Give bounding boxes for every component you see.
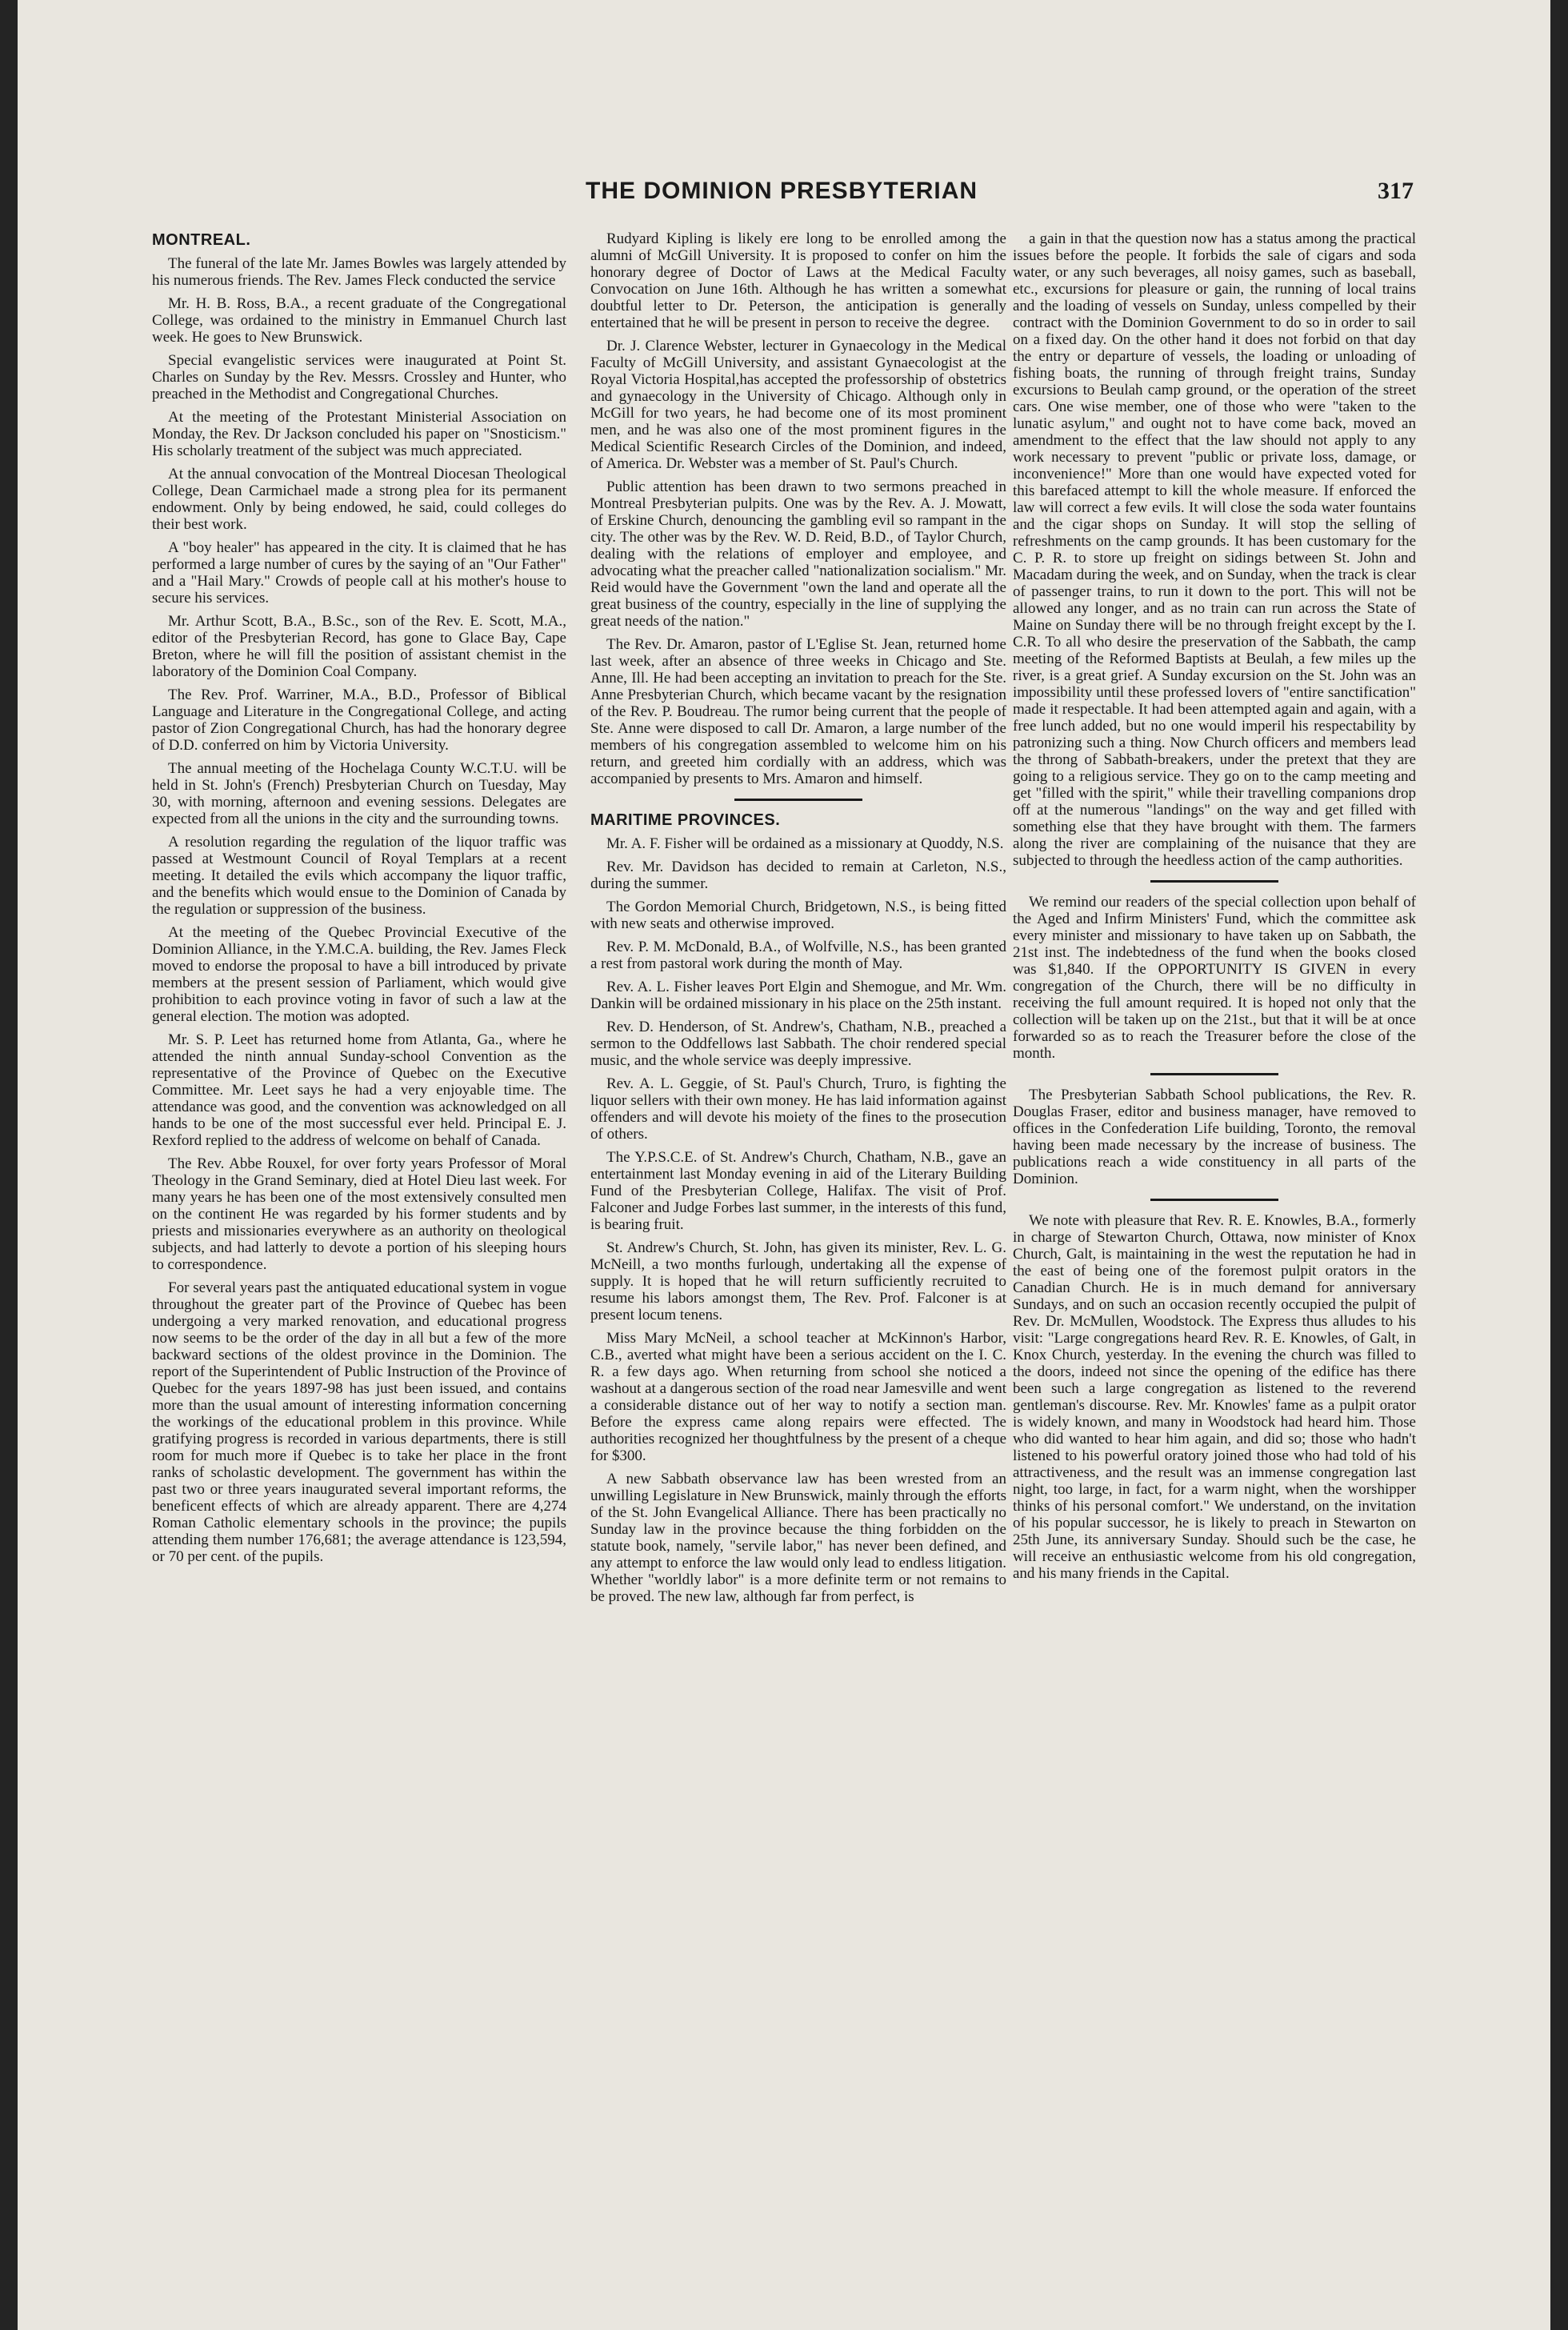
article-paragraph: We remind our readers of the special collection upon behalf of the Aged and Infirm Ministers' Fund, which the committee ask every minister and missionary to have taken up on Sabbath, the 21st inst. The indebtedness of the fund when the books closed was $1,840. If the OPPORTUNITY IS GIVEN in every congregation of the Church, there will be no difficulty in receiving the full amount required. It is hoped not only that the collection will be taken up on the 21st., but that it will be at once forwarded so as to reach the Treasurer before the close of the month.: [1013, 894, 1416, 1062]
sabbath-law-article: [1013, 230, 1416, 869]
knowles-article: [1013, 1212, 1416, 1582]
article-paragraph: Rev. A. L. Fisher leaves Port Elgin and Shemogue, and Mr. Wm. Dankin will be ordained missionary in his place on the 25th instant.: [590, 979, 1006, 1012]
article-paragraph: St. Andrew's Church, St. John, has given its minister, Rev. L. G. McNeill, a two months furlough, undertaking all the expense of supply. It is hoped that he will return sufficiently recruited to resume his labors amongst them, The Rev. Prof. Falconer is at present locum tenens.: [590, 1239, 1006, 1323]
article-paragraph: The Rev. Dr. Amaron, pastor of L'Eglise St. Jean, returned home last week, after an absence of three weeks in Chicago and Ste. Anne, Ill. He had been accepting an invitation to preach for the Ste. Anne Presbyterian Church, which became vacant by the resignation of the Rev. P. Boudreau. The rumor being current that the people of Ste. Anne were disposed to call Dr. Amaron, a large number of the members of his congregation assembled to welcome him on his return, and greeted him cordially with an address, which was accompanied by presents to Mrs. Amaron and himself.: [590, 636, 1006, 787]
article-paragraph: The Y.P.S.C.E. of St. Andrew's Church, Chatham, N.B., gave an entertainment last Monday evening in aid of the Literary Building Fund of the Presbyterian College, Halifax. The visit of Prof. Falconer and Judge Forbes last summer, in the interests of this fund, is bearing fruit.: [590, 1149, 1006, 1233]
article-paragraph: a gain in that the question now has a status among the practical issues before the people. It forbids the sale of cigars and soda water, or any such beverages, all noisy games, such as baseball, etc., excursions for pleasure or gain, the running of local trains and the loading of vessels on Sunday, unless compelled by their contract with the Dominion Government to do so in order to sail on a fixed day. On the other hand it does not forbid on that day the entry or departure of vessels, the loading or unloading of fishing boats, the running of through freight trains, Sunday excursions to Beulah camp ground, or the operation of the street cars. One wise member, one of those who were "taken to the lunatic asylum," and ought not to have come back, moved an amendment to the effect that the law should not apply to any work necessary to prevent "public or private loss, damage, or inconvenience!" More than one would have expected voted for this barefaced attempt to kill the whole measure. If enforced the law will correct a few evils. It will close the soda water fountains and the cigar shops on Sunday. It will stop the selling of refreshments on the camp grounds. It has been customary for the C. P. R. to store up freight on sidings between St. John and Macadam during the week, and on Sunday, when the track is clear of passenger trains, to run it down to the port. This will not be allowed any longer, and as no train can run across the State of Maine on Sunday there will be no through freight except by the I. C.R. To all who desire the preservation of the Sabbath, the camp meeting of the Reformed Baptists at Beulah, a few miles up the river, is a great grief. A Sunday excursion on the St. John was an impossibility until these professed lovers of "entire sanctification" made it respectable. It had been attempted again and again, with a free lunch added, but no one would imperil his respectability by patronizing such a thing. Now Church officers and members lead the throng of Sabbath-breakers, under the pretext that they are going to a religious service. They go on to the camp meeting and get "filled with the spirit," while their travelling companions drop off at the numerous "landings" on the way and get filled with something else that they have brought with them. The farmers along the river are complaining of the nuisance that they are subjected to through the heedless action of the camp authorities.: [1013, 230, 1416, 869]
article-paragraph: The Gordon Memorial Church, Bridgetown, N.S., is being fitted with new seats and otherwise improved.: [590, 899, 1006, 932]
article-paragraph: For several years past the antiquated educational system in vogue throughout the greater part of the Province of Quebec has been undergoing a very marked renovation, and educational progress now seems to be the order of the day in all but a few of the more backward sections of the oldest province in the Dominion. The report of the Superintendent of Public Instruction of the Province of Quebec for the years 1897-98 has just been issued, and contains more than the usual amount of interesting information concerning the workings of the educational problem in this province. While gratifying progress is recorded in various departments, there is still room for much more if Quebec is to take her place in the front ranks of scholastic development. The government has within the past two or three years inaugurated several important reforms, the beneficent effects of which are already apparent. There are 4,274 Roman Catholic elementary schools in the province; the pupils attending them number 176,681; the average attendance is 123,594, or 70 per cent. of the pupils.: [152, 1279, 566, 1565]
article-paragraph: Special evangelistic services were inaugurated at Point St. Charles on Sunday by the Rev. Messrs. Crossley and Hunter, who preached in the Methodist and Congregational Churches.: [152, 352, 566, 402]
article-paragraph: Rudyard Kipling is likely ere long to be enrolled among the alumni of McGill University. It is proposed to confer on him the honorary degree of Doctor of Laws at the Medical Faculty Convocation on June 16th. Although he has written a somewhat doubtful letter to Dr. Peterson, the anticipation is generally entertained that he will be present in person to receive the degree.: [590, 230, 1006, 331]
article-paragraph: At the meeting of the Quebec Provincial Executive of the Dominion Alliance, in the Y.M.C.A. building, the Rev. James Fleck moved to endorse the proposal to have a bill introduced by private members at the present session of Parliament, which would give prohibition to each province voting in favor of such a law at the general election. The motion was adopted.: [152, 924, 566, 1025]
article-paragraph: Rev. P. M. McDonald, B.A., of Wolfville, N.S., has been granted a rest from pastoral work during the month of May.: [590, 939, 1006, 972]
article-paragraph: Miss Mary McNeil, a school teacher at McKinnon's Harbor, C.B., averted what might have been a serious accident on the I. C. R. a few days ago. When returning from school she noticed a washout at a dangerous section of the road near Jamesville and went a considerable distance out of her way to notify a section man. Before the express came along repairs were effected. The authorities recognized her thoughtfulness by the present of a cheque for $300.: [590, 1330, 1006, 1464]
article-paragraph: We note with pleasure that Rev. R. E. Knowles, B.A., formerly in charge of Stewarton Church, Ottawa, now minister of Knox Church, Galt, is maintaining in the west the reputation he had in the east of being one of the foremost pulpit orators in the Canadian Church. He is in much demand for anniversary Sundays, and on such an occasion recently occupied the pulpit of Rev. Dr. McMullen, Woodstock. The Express thus alludes to his visit: "Large congregations heard Rev. R. E. Knowles, of Galt, in Knox Church, yesterday. In the evening the church was filled to the doors, indeed not since the opening of the edifice has there been such a large congregation as listened to the reverend gentleman's discourse. Rev. Mr. Knowles' fame as a pulpit orator is widely known, and many in Woodstock had heard him. Those who did wanted to hear him again, and did so; those who hadn't listened to his powerful oratory joined those who had told of his attractiveness, and the result was an immense congregation last night, too large, in fact, for a warm night, when the worshipper thinks of his personal comfort." We understand, on the invitation of his popular successor, he is likely to preach in Stewarton on 25th June, its anniversary Sunday. Should such be the case, he will receive an enthusiastic welcome from his old congregation, and his many friends in the Capital.: [1013, 1212, 1416, 1582]
article-paragraph: The annual meeting of the Hochelaga County W.C.T.U. will be held in St. John's (French) Presbyterian Church on Tuesday, May 30, with morning, afternoon and evening sessions. Delegates are expected from all the unions in the city and the surrounding towns.: [152, 760, 566, 827]
section-divider: [1150, 880, 1278, 883]
newspaper-page: [18, 0, 1550, 2330]
publication-title: THE DOMINION PRESBYTERIAN: [586, 178, 978, 204]
article-paragraph: Dr. J. Clarence Webster, lecturer in Gynaecology in the Medical Faculty of McGill University, and assistant Gynaecologist at the Royal Victoria Hospital,has accepted the professorship of obstetrics and gynaecology in the University of Chicago. Although only in McGill for two years, he had become one of its most prominent men, and he was also one of the most prominent figures in the Medical Scientific Research Circles of the Dominion, and indeed, of America. Dr. Webster was a member of St. Paul's Church.: [590, 338, 1006, 472]
article-paragraph: At the meeting of the Protestant Ministerial Association on Monday, the Rev. Dr Jackson concluded his paper on "Snosticism." His scholarly treatment of the subject was much appreciated.: [152, 409, 566, 459]
article-paragraph: A resolution regarding the regulation of the liquor traffic was passed at Westmount Council of Royal Templars at a recent meeting. It detailed the evils which accompany the liquor traffic, and the benefits which would ensue to the Dominion of Canada by the regulation or suppression of the business.: [152, 834, 566, 918]
column-3: [1013, 230, 1416, 2103]
page-header: [18, 178, 1550, 218]
article-paragraph: Mr. Arthur Scott, B.A., B.Sc., son of the Rev. E. Scott, M.A., editor of the Presbyterian Record, has gone to Glace Bay, Cape Breton, where he will fill the position of assistant chemist in the laboratory of the Dominion Coal Company.: [152, 613, 566, 680]
article-paragraph: The Rev. Prof. Warriner, M.A., B.D., Professor of Biblical Language and Literature in the Congregational College, and acting pastor of Zion Congregational Church, has had the honorary degree of D.D. conferred on him by Victoria University.: [152, 687, 566, 754]
article-paragraph: A new Sabbath observance law has been wrested from an unwilling Legislature in New Brunswick, mainly through the efforts of the St. John Evangelical Alliance. There has been practically no Sunday law in the province because the thing forbidden on the statute book, namely, "servile labor," has never been defined, and any attempt to enforce the law would only lead to endless litigation. Whether "worldly labor" is a more definite term or not remains to be proved. The new law, although far from perfect, is: [590, 1471, 1006, 1605]
article-paragraph: Public attention has been drawn to two sermons preached in Montreal Presbyterian pulpits. One was by the Rev. A. J. Mowatt, of Erskine Church, denouncing the gambling evil so rampant in the city. The other was by the Rev. W. D. Reid, B.D., of Taylor Church, dealing with the relations of employer and employee, and advocating what the preacher called "nationalization socialism." Mr. Reid would have the Government "own the land and operate all the great business of the country, especially in the line of supplying the great needs of the nation.": [590, 478, 1006, 630]
section-divider: [734, 799, 862, 801]
article-paragraph: Mr. A. F. Fisher will be ordained as a missionary at Quoddy, N.S.: [606, 835, 1004, 852]
article-paragraph: Rev. Mr. Davidson has decided to remain at Carleton, N.S., during the summer.: [590, 859, 1006, 892]
column-2: [590, 230, 1006, 2103]
maritime-articles: [590, 835, 1006, 1605]
column-1: [152, 230, 566, 2103]
article-paragraph: A "boy healer" has appeared in the city. It is claimed that he has performed a large number of cures by the saying of an "Our Father" and a "Hail Mary." Crowds of people call at his mother's house to secure his services.: [152, 539, 566, 607]
section-heading-montreal: MONTREAL.: [152, 231, 251, 249]
sabbath-school-notice: [1013, 1087, 1416, 1187]
article-paragraph: The Rev. Abbe Rouxel, for over forty years Professor of Moral Theology in the Grand Seminary, died at Hotel Dieu last week. For many years he has been one of the most extensively consulted men on the continent He was regarded by his former students and by priests and missionaries everywhere as an authority on theological subjects, and had latterly to devote a portion of his sleeping hours to correspondence.: [152, 1155, 566, 1273]
article-paragraph: At the annual convocation of the Montreal Diocesan Theological College, Dean Carmichael made a strong plea for its permanent endowment. Only by being endowed, he said, could colleges do their best work.: [152, 466, 566, 533]
article-paragraph: The Presbyterian Sabbath School publications, the Rev. R. Douglas Fraser, editor and business manager, have removed to offices in the Confederation Life building, Toronto, the removal having been made necessary by the increase of business. The publications reach a wide constituency in all parts of the Dominion.: [1013, 1087, 1416, 1187]
montreal-articles: [152, 255, 566, 1565]
aged-ministers-notice: [1013, 894, 1416, 1062]
section-heading-maritime: MARITIME PROVINCES.: [590, 811, 781, 829]
article-paragraph: Rev. D. Henderson, of St. Andrew's, Chatham, N.B., preached a sermon to the Oddfellows last Sabbath. The choir rendered special music, and the whole service was deeply impressive.: [590, 1019, 1006, 1069]
article-paragraph: Rev. A. L. Geggie, of St. Paul's Church, Truro, is fighting the liquor sellers with their own money. He has laid information against offenders and will devote his moiety of the fines to the prosecution of others.: [590, 1075, 1006, 1143]
page-number: 317: [1378, 178, 1414, 204]
section-divider: [1150, 1073, 1278, 1075]
article-paragraph: The funeral of the late Mr. James Bowles was largely attended by his numerous friends. The Rev. James Fleck conducted the service: [152, 255, 566, 289]
article-paragraph: Mr. H. B. Ross, B.A., a recent graduate of the Congregational College, was ordained to the ministry in Emmanuel Church last week. He goes to New Brunswick.: [152, 295, 566, 346]
montreal-articles-continued: [590, 230, 1006, 787]
section-divider: [1150, 1199, 1278, 1201]
article-paragraph: Mr. S. P. Leet has returned home from Atlanta, Ga., where he attended the ninth annual Sunday-school Convention as the representative of the Province of Quebec on the Executive Committee. Mr. Leet says he had a very enjoyable time. The attendance was good, and the convention was acknowledged on all hands to be one of the most successful ever held. Principal E. J. Rexford replied to the address of welcome on behalf of Canada.: [152, 1031, 566, 1149]
